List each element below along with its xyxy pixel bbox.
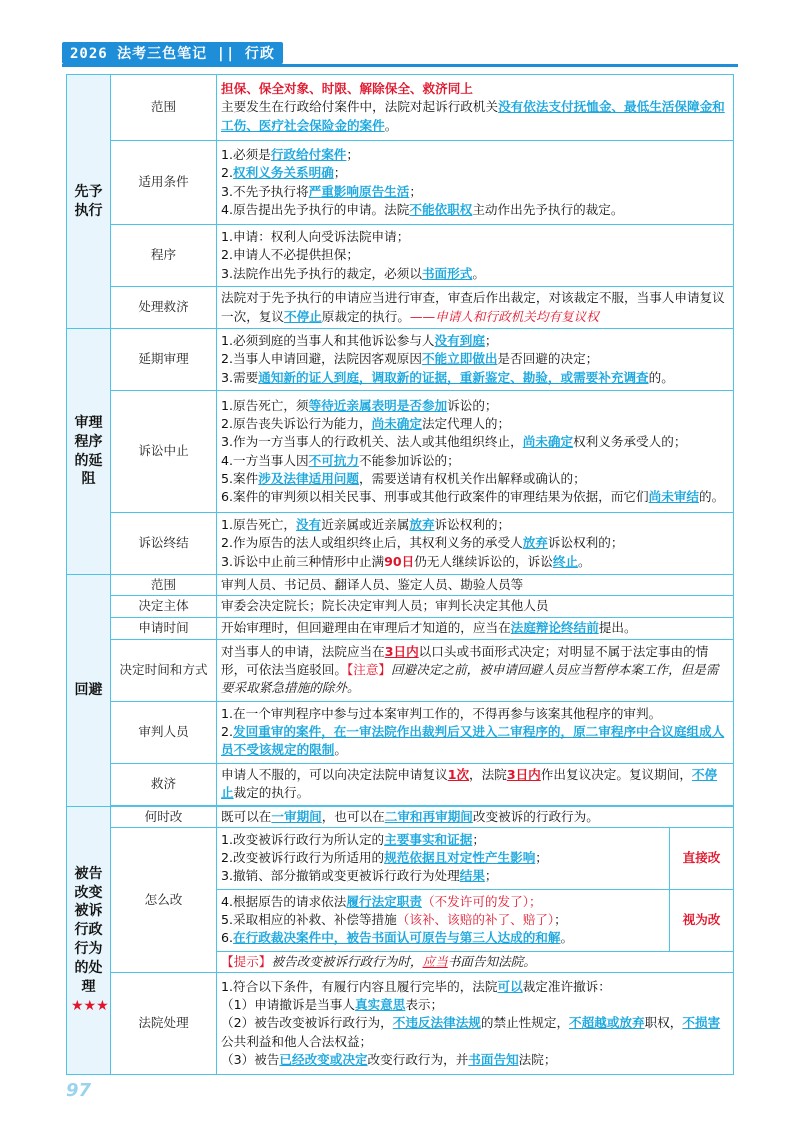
label-huibi-fanwei: 范围 (111, 575, 217, 596)
row-xianyu-fanwei (67, 75, 734, 141)
content-huibi-jiuji: 申请人不服的，可以向决定法院申请复议1次，法院3日内作出复议决定。复议期间，不停止裁定的执行。 (217, 763, 734, 805)
page-number: 97 (66, 1080, 92, 1101)
label-fayuan-chuli: 法院处理 (111, 973, 217, 1075)
content-fayuan-chuli: 1.符合以下条件，有履行内容且履行完毕的，法院可以裁定准许撤诉： （1）申请撤诉是当事人真实意思表示； （2）被告改变被诉行政行为，不违反法律法规的禁止性规定，不超越或放弃职权，不损害公共利益和他人合法权益； （3）被告已经改变或决定改变行政行为，并书面告知法院； (217, 973, 734, 1075)
row-fayuan-chuli (67, 973, 734, 1075)
row-xianyu-jiuji (67, 287, 734, 329)
notes-table (66, 74, 734, 1075)
row-huibi-jiuji (67, 763, 734, 805)
row-zhongjie (67, 513, 734, 575)
content-tishi: 【提示】被告改变被诉行政行为时，应当书面告知法院。 (217, 951, 734, 972)
row-yanqi (67, 329, 734, 391)
row-huibi-fangshi (67, 639, 734, 701)
content-chengxu: 1.申请：权利人向受诉法院申请； 2.申请人不必提供担保； 3.法院作出先予执行的裁定，必须以书面形式。 (217, 225, 734, 287)
content-shiwei-gai: 4.根据原告的请求依法履行法定职责（不发许可的发了）； 5.采取相应的补救、补偿等措施（该补、该赔的补了、赔了）； 6.在行政裁决案件中，被告书面认可原告与第三人达成的和解。 (217, 889, 670, 951)
label-jueding-fangshi: 决定时间和方式 (111, 639, 217, 701)
label-heshi-gai: 何时改 (111, 806, 217, 827)
content-zhongzhi: 1.原告死亡，须等待近亲属表明是否参加诉讼的； 2.原告丧失诉讼行为能力，尚未确定法定代理人的； 3.作为一方当事人的行政机关、法人或其他组织终止，尚未确定权利义务承受人的； 4.一方当事人因不可抗力不能参加诉讼的； 5.案件涉及法律适用问题，需要送请有权机关作出解释或确认的； 6.案件的审判须以相关民事、刑事或其他行政案件的审理结果为依据，而它们尚未审结的。 (217, 391, 734, 513)
content-zhijie-gai: 1.改变被诉行政行为所认定的主要事实和证据； 2.改变被诉行政行为所适用的规范依据且对定性产生影响； 3.撤销、部分撤销或变更被诉行政行为处理结果； (217, 827, 670, 889)
header-title: 2026 法考三色笔记 || 行政 (62, 42, 283, 64)
section-label-gaibian-text: 被告改变被诉行政行为的处理 (74, 865, 103, 996)
row-xianyu-chengxu (67, 225, 734, 287)
page-header (62, 42, 283, 64)
label-fanwei: 范围 (111, 75, 217, 141)
label-tiaojian: 适用条件 (111, 141, 217, 225)
label-yanqi: 延期审理 (111, 329, 217, 391)
star-rating: ★★★ (71, 997, 109, 1014)
label-zhuti: 决定主体 (111, 596, 217, 617)
header-rule (62, 64, 738, 67)
content-zhuti: 审委会决定院长；院长决定审判人员；审判长决定其他人员 (217, 596, 734, 617)
row-zhongzhi (67, 391, 734, 513)
fanwei-title: 担保、保全对象、时限、解除保全、救济同上 (221, 81, 473, 97)
row-xianyu-tiaojian (67, 141, 734, 225)
label-huibi-jiuji: 救济 (111, 763, 217, 805)
row-huibi-renyuan (67, 701, 734, 763)
row-zenme-gai-1 (67, 827, 734, 889)
content-huibi-fanwei: 审判人员、书记员、翻译人员、鉴定人员、勘验人员等 (217, 575, 734, 596)
label-shenqing-shijian: 申请时间 (111, 617, 217, 639)
label-zenme-gai: 怎么改 (111, 827, 217, 972)
section-label-yanzu: 审理程序的延阻 (67, 329, 111, 575)
row-huibi-zhuti (67, 596, 734, 617)
content-jiuji: 法院对于先予执行的申请应当进行审查，审查后作出裁定，对该裁定不服，当事人申请复议一次，复议不停止原裁定的执行。——申请人和行政机关均有复议权 (217, 287, 734, 329)
row-gaibian-heshi (67, 806, 734, 827)
content-shenqing-shijian: 开始审理时，但回避理由在审理后才知道的，应当在法庭辩论终结前提出。 (217, 617, 734, 639)
content-jueding-fangshi: 对当事人的申请，法院应当在3日内以口头或书面形式决定；对明显不属于法定事由的情形，可依法当庭驳回。【注意】回避决定之前，被申请回避人员应当暂停本案工作，但是需要采取紧急措施的除外。 (217, 639, 734, 701)
label-zhijie-gai: 直接改 (670, 827, 734, 889)
label-zhongzhi: 诉讼中止 (111, 391, 217, 513)
row-huibi-shijian (67, 617, 734, 639)
handwritten-note: ——申请人和行政机关均有复议权 (409, 308, 599, 324)
content-tiaojian: 1.必须是行政给付案件； 2.权利义务关系明确； 3.不先予执行将严重影响原告生活； 4.原告提出先予执行的申请。法院不能依职权主动作出先予执行的裁定。 (217, 141, 734, 225)
label-zhongjie: 诉讼终结 (111, 513, 217, 575)
label-chengxu: 程序 (111, 225, 217, 287)
content-yanqi: 1.必须到庭的当事人和其他诉讼参与人没有到庭； 2.当事人申请回避，法院因客观原因不能立即做出是否回避的决定； 3.需要通知新的证人到庭，调取新的证据，重新鉴定、勘验，或需要补充调查的。 (217, 329, 734, 391)
content-zhongjie: 1.原告死亡，没有近亲属或近亲属放弃诉讼权利的； 2.作为原告的法人或组织终止后，其权利义务的承受人放弃诉讼权利的； 3.诉讼中止前三种情形中止满90日仍无人继续诉讼的，诉讼终止。 (217, 513, 734, 575)
label-shiwei-gai: 视为改 (670, 889, 734, 951)
row-huibi-fanwei (67, 575, 734, 596)
content-shenpan-renyuan: 1.在一个审判程序中参与过本案审判工作的，不得再参与该案其他程序的审判。 2.发回重审的案件，在一审法院作出裁判后又进入二审程序的，原二审程序中合议庭组成人员不受该规定的限制。 (217, 701, 734, 763)
section-label-xianyu: 先予执行 (67, 75, 111, 329)
section-label-gaibian (67, 806, 111, 1075)
content-heshi-gai: 既可以在一审期间，也可以在二审和再审期间改变被诉的行政行为。 (217, 806, 734, 827)
section-label-huibi: 回避 (67, 575, 111, 807)
label-shenpan-renyuan: 审判人员 (111, 701, 217, 763)
label-jiuji: 处理救济 (111, 287, 217, 329)
content-fanwei: 担保、保全对象、时限、解除保全、救济同上 主要发生在行政给付案件中，法院对起诉行政机关没有依法支付抚恤金、最低生活保障金和工伤、医疗社会保险金的案件。 (217, 75, 734, 141)
